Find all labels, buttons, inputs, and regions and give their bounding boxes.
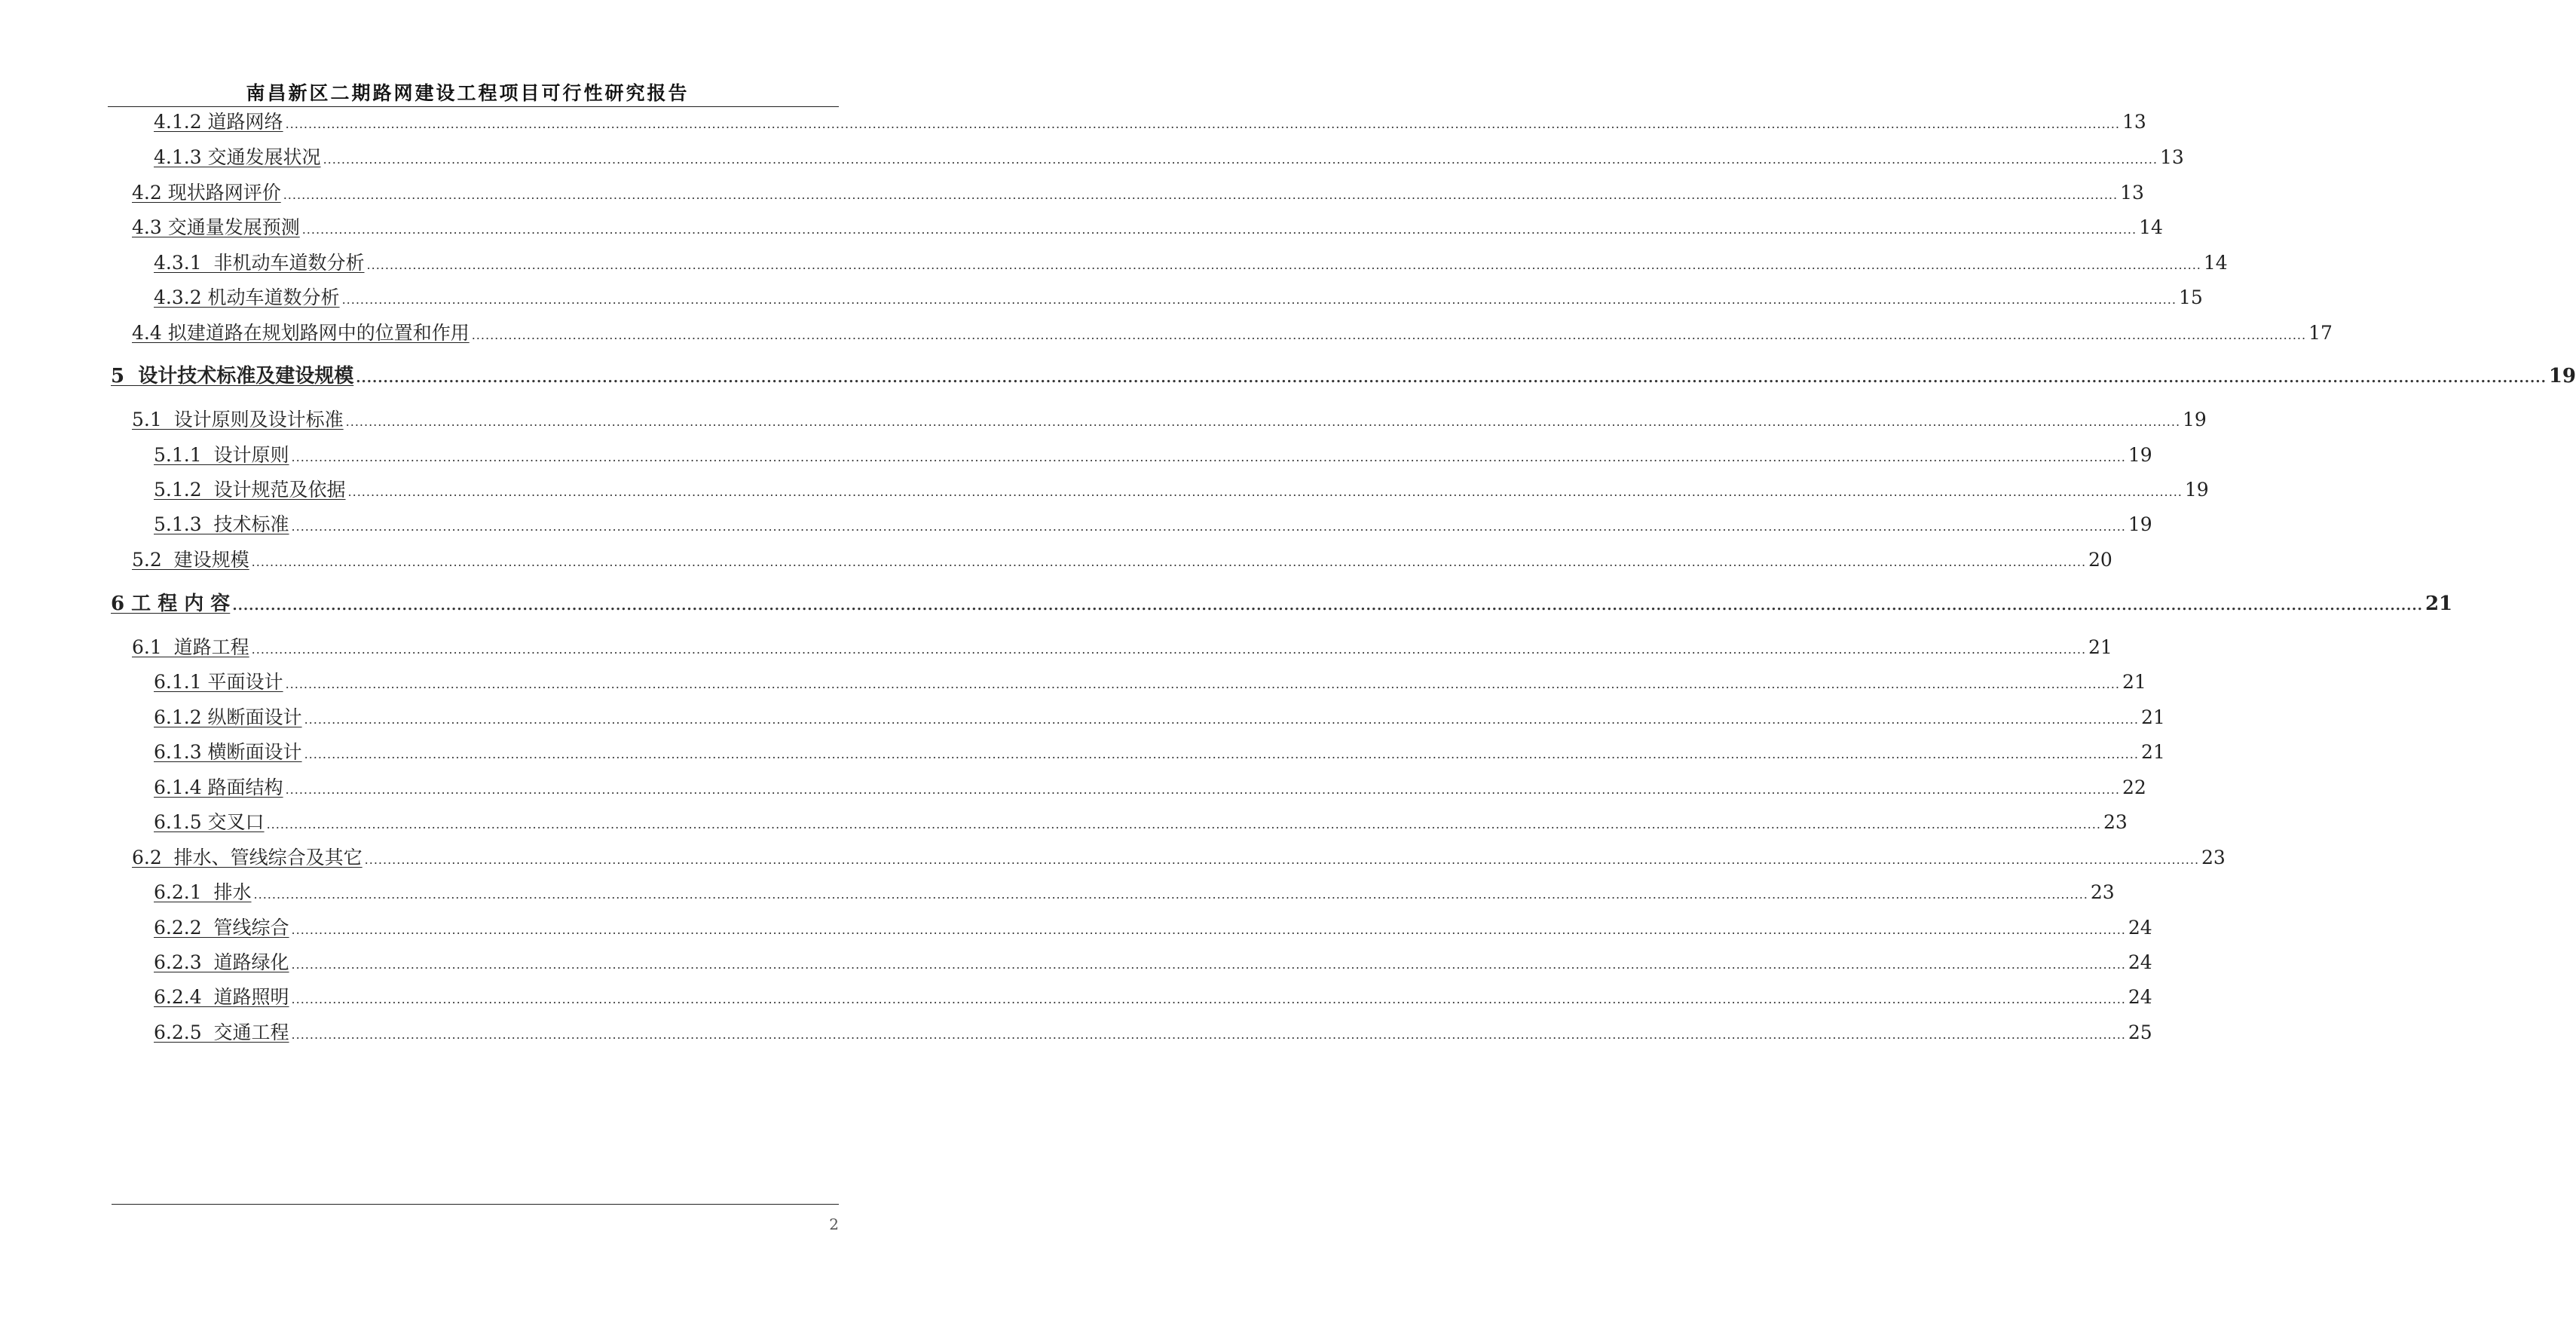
toc-entry-label[interactable]: 6.2.2 管线综合 (154, 917, 289, 939)
toc-entry-page[interactable]: 21 (2140, 706, 2165, 728)
toc-dot-leader: ................................................................................................................................................................................................................................................................................................................................................................................................................ (291, 519, 2126, 534)
toc-entry[interactable] (132, 633, 2113, 659)
toc-entry[interactable] (154, 703, 2165, 729)
toc-dot-leader: ................................................................................................................................................................................................................................................................................................................................................................................................................ (304, 712, 2139, 727)
toc-entry-label[interactable]: 4.3.1 非机动车道数分析 (154, 252, 365, 274)
toc-entry-label[interactable]: 4.2 现状路网评价 (132, 182, 281, 204)
toc-entry-page[interactable]: 15 (2178, 286, 2203, 308)
page-number: 2 (829, 1215, 839, 1233)
toc-entry-label[interactable]: 5.1.1 设计原则 (154, 444, 289, 466)
toc-entry[interactable] (154, 476, 2209, 501)
toc-entry-page[interactable]: 23 (2103, 811, 2128, 833)
toc-dot-leader: ................................................................................................................................................................................................................................................................................................................................................................................................................ (283, 188, 2119, 202)
toc-entry-page[interactable]: 21 (2425, 593, 2453, 615)
toc-entry[interactable] (132, 406, 2207, 431)
toc-entry-label[interactable]: 4.1.3 交通发展状况 (154, 146, 321, 168)
toc-entry-page[interactable]: 13 (2120, 182, 2144, 204)
toc-dot-leader: ................................................................................................................................................................................................................................................................................................................................................................................................................ (251, 642, 2087, 657)
toc-entry-label[interactable]: 6.2.4 道路照明 (154, 986, 289, 1008)
toc-entry-page[interactable]: 23 (2201, 847, 2226, 868)
toc-entry-page[interactable]: 13 (2159, 146, 2184, 168)
toc-entry[interactable] (154, 510, 2152, 536)
toc-entry-page[interactable]: 21 (2088, 636, 2113, 658)
toc-entry[interactable] (154, 738, 2165, 764)
toc-dot-leader: ................................................................................................................................................................................................................................................................................................................................................................................................................ (251, 555, 2087, 569)
toc-entry-page[interactable]: 19 (2128, 444, 2152, 466)
toc-entry-page[interactable]: 21 (2122, 671, 2146, 693)
toc-entry-page[interactable]: 19 (2128, 513, 2152, 535)
toc-entry-page[interactable]: 24 (2128, 986, 2152, 1008)
toc-dot-leader: ................................................................................................................................................................................................................................................................................................................................................................................................................ (301, 222, 2137, 237)
toc-entry-label[interactable]: 5 设计技术标准及建设规模 (111, 365, 354, 387)
toc-entry[interactable] (154, 914, 2152, 939)
toc-entry-label[interactable]: 5.1.2 设计规范及依据 (154, 479, 346, 501)
toc-entry-label[interactable]: 6.2.1 排水 (154, 881, 252, 903)
toc-entry-label[interactable]: 6.1.2 纵断面设计 (154, 706, 302, 728)
toc-entry[interactable] (154, 983, 2152, 1009)
toc-entry[interactable] (154, 441, 2152, 467)
toc-dot-leader: ................................................................................................................................................................................................................................................................................................................................................................................................................ (253, 887, 2088, 902)
toc-entry[interactable] (132, 546, 2113, 571)
toc-entry[interactable] (154, 668, 2146, 694)
toc-entry-page[interactable]: 19 (2183, 409, 2207, 430)
toc-entry[interactable] (132, 213, 2163, 239)
toc-dot-leader: ................................................................................................................................................................................................................................................................................................................................................................................................................ (323, 152, 2158, 167)
toc-entry-page[interactable]: 23 (2090, 881, 2115, 903)
toc-entry-label[interactable]: 6.2.3 道路绿化 (154, 951, 289, 973)
toc-entry[interactable] (111, 362, 2576, 387)
toc-entry-page[interactable]: 24 (2128, 917, 2152, 939)
toc-dot-leader: ................................................................................................................................................................................................................................................................................................................................................................................................................ (345, 415, 2181, 429)
toc-dot-leader: ................................................................................................................................................................................................................................................................................................................................................................................................................ (366, 258, 2201, 272)
toc-entry[interactable] (154, 808, 2128, 834)
toc-entry-label[interactable]: 6.2.5 交通工程 (154, 1021, 289, 1043)
toc-dot-leader: ................................................................................................................................................................................................................................................................................................................................................................................................................ (291, 450, 2126, 464)
toc-entry[interactable] (154, 108, 2146, 133)
toc-dot-leader: ................................................................................................................................................................................................................................................................................................................................................................................................................ (356, 370, 2547, 386)
toc-entry-page[interactable]: 19 (2548, 365, 2576, 387)
toc-entry-label[interactable]: 4.3.2 机动车道数分析 (154, 286, 340, 308)
toc-entry-page[interactable]: 20 (2088, 549, 2113, 571)
toc-entry-label[interactable]: 6 工 程 内 容 (111, 593, 231, 615)
toc-entry-page[interactable]: 13 (2122, 111, 2146, 133)
toc-entry[interactable] (154, 143, 2184, 169)
toc-dot-leader: ................................................................................................................................................................................................................................................................................................................................................................................................................ (347, 485, 2183, 499)
toc-dot-leader: ................................................................................................................................................................................................................................................................................................................................................................................................................ (232, 598, 2423, 614)
toc-entry-label[interactable]: 4.1.2 道路网络 (154, 111, 283, 133)
toc-entry-label[interactable]: 5.2 建设规模 (132, 549, 249, 571)
toc-entry[interactable] (132, 844, 2226, 869)
toc-entry-page[interactable]: 17 (2308, 322, 2333, 344)
toc-dot-leader: ................................................................................................................................................................................................................................................................................................................................................................................................................ (285, 782, 2120, 797)
toc-entry-page[interactable]: 14 (2203, 252, 2228, 274)
toc-entry-label[interactable]: 6.2 排水、管线综合及其它 (132, 847, 363, 868)
toc-entry-page[interactable]: 22 (2122, 776, 2146, 798)
toc-dot-leader: ................................................................................................................................................................................................................................................................................................................................................................................................................ (291, 923, 2126, 937)
toc-entry-page[interactable]: 25 (2128, 1021, 2152, 1043)
toc-entry-page[interactable]: 14 (2139, 216, 2163, 238)
toc-entry[interactable] (154, 948, 2152, 974)
toc-dot-leader: ................................................................................................................................................................................................................................................................................................................................................................................................................ (341, 292, 2177, 307)
toc-entry-label[interactable]: 4.3 交通量发展预测 (132, 216, 300, 238)
toc-dot-leader: ................................................................................................................................................................................................................................................................................................................................................................................................................ (364, 853, 2200, 867)
toc-dot-leader: ................................................................................................................................................................................................................................................................................................................................................................................................................ (285, 117, 2120, 131)
toc-entry-label[interactable]: 5.1.3 技术标准 (154, 513, 289, 535)
toc-entry-label[interactable]: 6.1.3 横断面设计 (154, 741, 302, 763)
toc-entry[interactable] (154, 249, 2228, 274)
toc-dot-leader: ................................................................................................................................................................................................................................................................................................................................................................................................................ (291, 1027, 2126, 1042)
footer-divider (112, 1204, 839, 1205)
toc-dot-leader: ................................................................................................................................................................................................................................................................................................................................................................................................................ (291, 957, 2126, 972)
toc-entry[interactable] (132, 179, 2144, 204)
toc-entry-label[interactable]: 6.1.5 交叉口 (154, 811, 265, 833)
toc-entry[interactable] (154, 773, 2146, 799)
toc-entry[interactable] (154, 878, 2115, 904)
toc-entry-label[interactable]: 6.1.4 路面结构 (154, 776, 283, 798)
toc-dot-leader: ................................................................................................................................................................................................................................................................................................................................................................................................................ (304, 747, 2139, 761)
toc-entry[interactable] (111, 590, 2453, 615)
document-title: 南昌新区二期路网建设工程项目可行性研究报告 (246, 82, 690, 104)
toc-entry[interactable] (132, 319, 2333, 345)
toc-entry-label[interactable]: 6.1 道路工程 (132, 636, 249, 658)
toc-dot-leader: ................................................................................................................................................................................................................................................................................................................................................................................................................ (285, 677, 2120, 691)
toc-entry-page[interactable]: 21 (2140, 741, 2165, 763)
toc-entry[interactable] (154, 283, 2203, 309)
toc-dot-leader: ................................................................................................................................................................................................................................................................................................................................................................................................................ (266, 817, 2101, 831)
toc-dot-leader: ................................................................................................................................................................................................................................................................................................................................................................................................................ (291, 992, 2126, 1006)
toc-entry-page[interactable]: 24 (2128, 951, 2152, 973)
toc-dot-leader: ................................................................................................................................................................................................................................................................................................................................................................................................................ (471, 328, 2307, 342)
toc-entry-label[interactable]: 5.1 设计原则及设计标准 (132, 409, 344, 430)
toc-entry[interactable] (154, 1018, 2152, 1044)
toc-entry-label[interactable]: 6.1.1 平面设计 (154, 671, 283, 693)
toc-entry-page[interactable]: 19 (2184, 479, 2209, 501)
toc-entry-label[interactable]: 4.4 拟建道路在规划路网中的位置和作用 (132, 322, 470, 344)
